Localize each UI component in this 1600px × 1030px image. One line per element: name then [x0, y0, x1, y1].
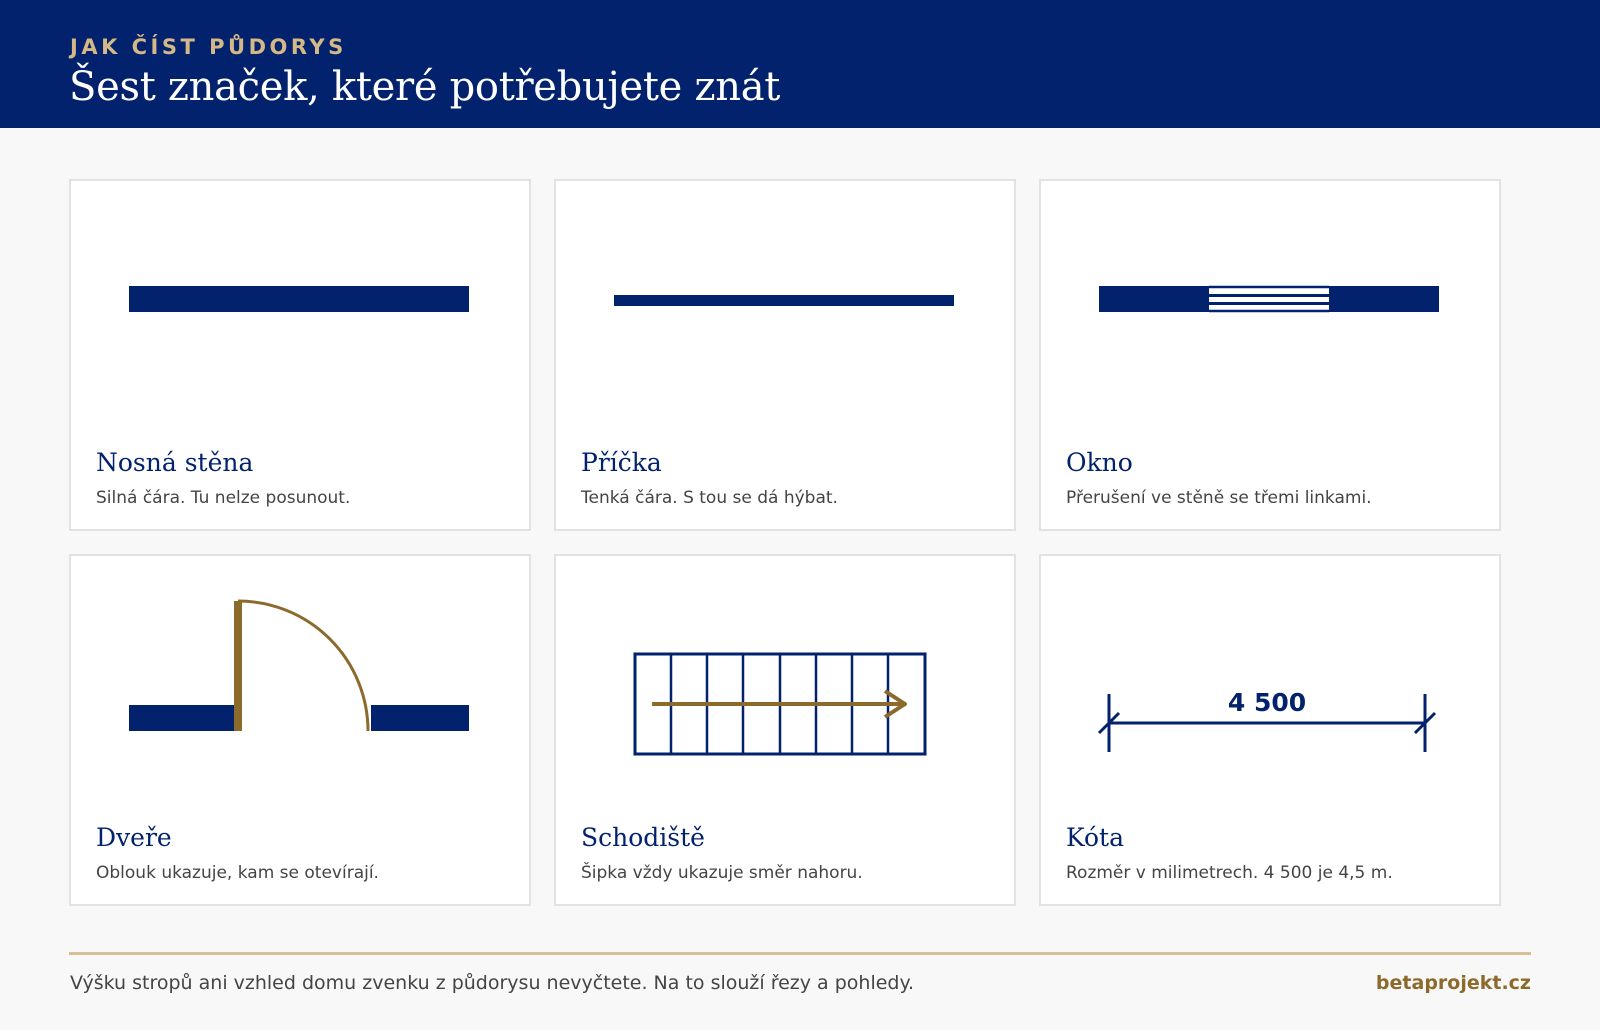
- window-opening: [1209, 286, 1329, 312]
- card-dimension: [1039, 554, 1501, 906]
- card-description: Silná čára. Tu nelze posunout.: [96, 488, 351, 508]
- wall-segment-left: [1099, 286, 1209, 312]
- card-description: Tenká čára. S tou se dá hýbat.: [581, 488, 838, 508]
- card-description: Přerušení ve stěně se třemi linkami.: [1066, 488, 1372, 508]
- card-title: Schodiště: [581, 823, 705, 852]
- footer-divider: [69, 952, 1531, 955]
- card-title: Nosná stěna: [96, 448, 254, 477]
- card-staircase: [554, 554, 1016, 906]
- card-door: [69, 554, 531, 906]
- card-description: Oblouk ukazuje, kam se otevírají.: [96, 863, 379, 883]
- card-title: Příčka: [581, 448, 662, 477]
- card-description: Rozměr v milimetrech. 4 500 je 4,5 m.: [1066, 863, 1393, 883]
- footer-note: Výšku stropů ani vzhled domu zvenku z půdorysu nevyčtete. Na to slouží řezy a pohledy.: [70, 972, 915, 994]
- card-title: Okno: [1066, 448, 1133, 477]
- wall-segment-right: [371, 705, 469, 731]
- thin-wall-line: [614, 295, 954, 306]
- door-swing-arc: [238, 601, 368, 731]
- thick-wall-line: [129, 286, 469, 312]
- door-leaf: [234, 601, 242, 731]
- card-load-bearing-wall: [69, 179, 531, 531]
- wall-segment-right: [1329, 286, 1439, 312]
- dimension-label: 4 500: [1227, 688, 1307, 717]
- wall-segment-left: [129, 705, 236, 731]
- page-title: Šest značek, které potřebujete znát: [69, 64, 781, 110]
- header-banner: [0, 0, 1600, 128]
- card-partition-wall: [554, 179, 1016, 531]
- footer-brand-link[interactable]: betaprojekt.cz: [1375, 972, 1531, 994]
- header-eyebrow: JAK ČÍST PŮDORYS: [70, 35, 347, 59]
- card-description: Šipka vždy ukazuje směr nahoru.: [581, 863, 863, 883]
- card-title: Kóta: [1066, 823, 1125, 852]
- card-window: [1039, 179, 1501, 531]
- card-title: Dveře: [96, 823, 172, 852]
